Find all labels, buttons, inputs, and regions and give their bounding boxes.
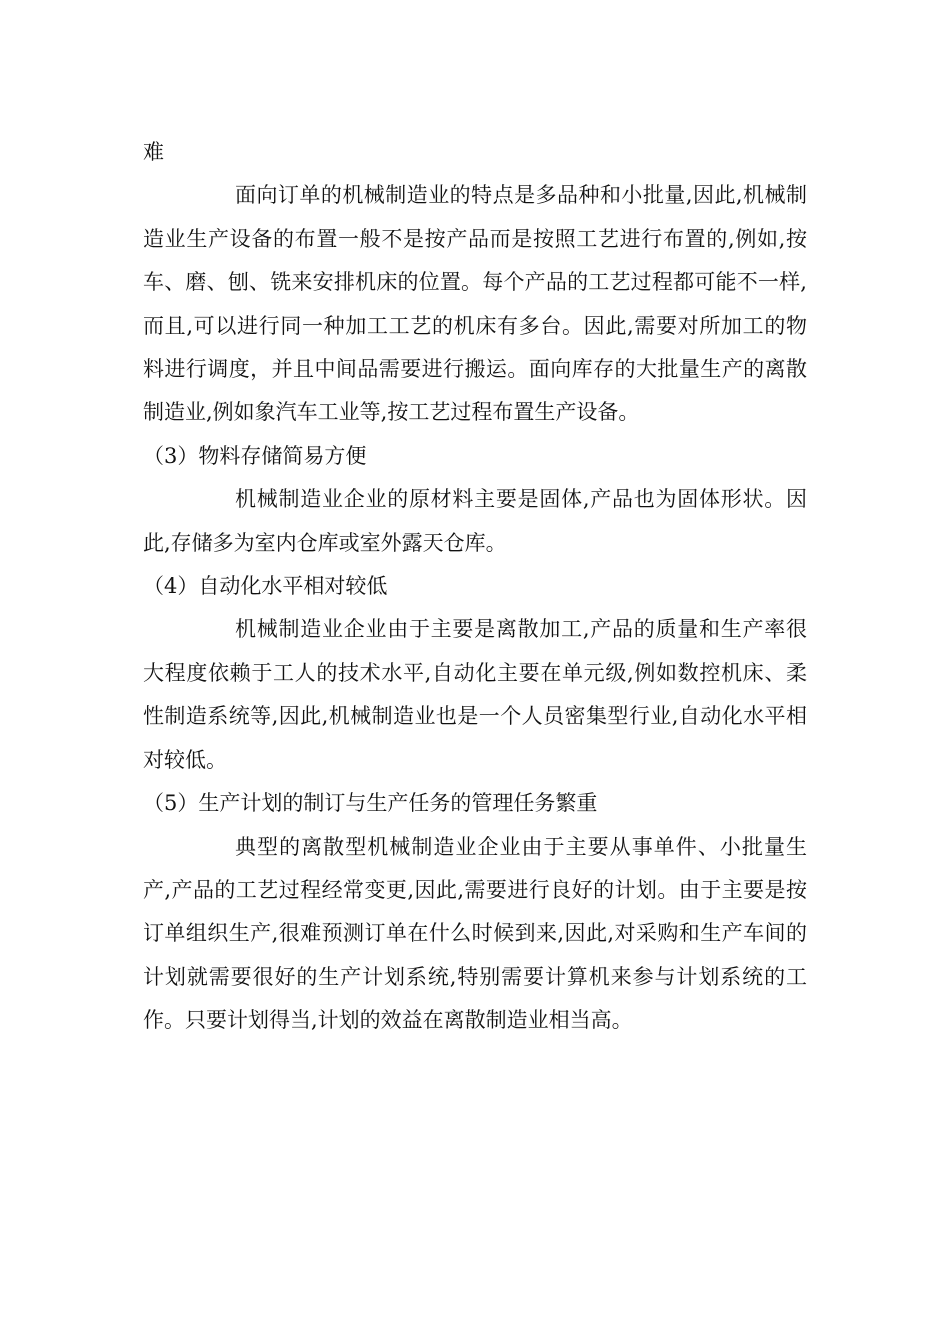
paragraph-continuation: 难 [143, 140, 164, 164]
section-heading-3: （3）物料存储简易方便 [143, 443, 367, 468]
paragraph-planning: 典型的离散型机械制造业企业由于主要从事单件、小批量生产,产品的工艺过程经常变更,因此,需要进行良好的计划。由于主要是按订单组织生产,很难预测订单在什么时候到来,因此,对采购和生产车间的计划就需要很好的生产计划系统,特别需要计算机来参与计划系统的工作。只要计划得当,计划的效益在离散制造业相当高。 [143, 834, 807, 1033]
paragraph-storage: 机械制造业企业的原材料主要是固体,产品也为固体形状。因此,存储多为室内仓库或室外露天仓库。 [143, 487, 807, 555]
section-heading-4: （4）自动化水平相对较低 [143, 574, 388, 599]
section-heading-5: （5）生产计划的制订与生产任务的管理任务繁重 [143, 791, 598, 816]
document-body [143, 131, 807, 1043]
paragraph-layout: 面向订单的机械制造业的特点是多品种和小批量,因此,机械制造业生产设备的布置一般不是按产品而是按照工艺进行布置的,例如,按车、磨、刨、铣来安排机床的位置。每个产品的工艺过程都可能不一样,而且,可以进行同一种加工工艺的机床有多台。因此,需要对所加工的物料进行调度，并且中间品需要进行搬运。面向库存的大批量生产的离散制造业,例如象汽车工业等,按工艺过程布置生产设备。 [143, 183, 807, 425]
paragraph-automation: 机械制造业企业由于主要是离散加工,产品的质量和生产率很大程度依赖于工人的技术水平,自动化主要在单元级,例如数控机床、柔性制造系统等,因此,机械制造业也是一个人员密集型行业,自动化水平相对较低。 [143, 617, 807, 772]
